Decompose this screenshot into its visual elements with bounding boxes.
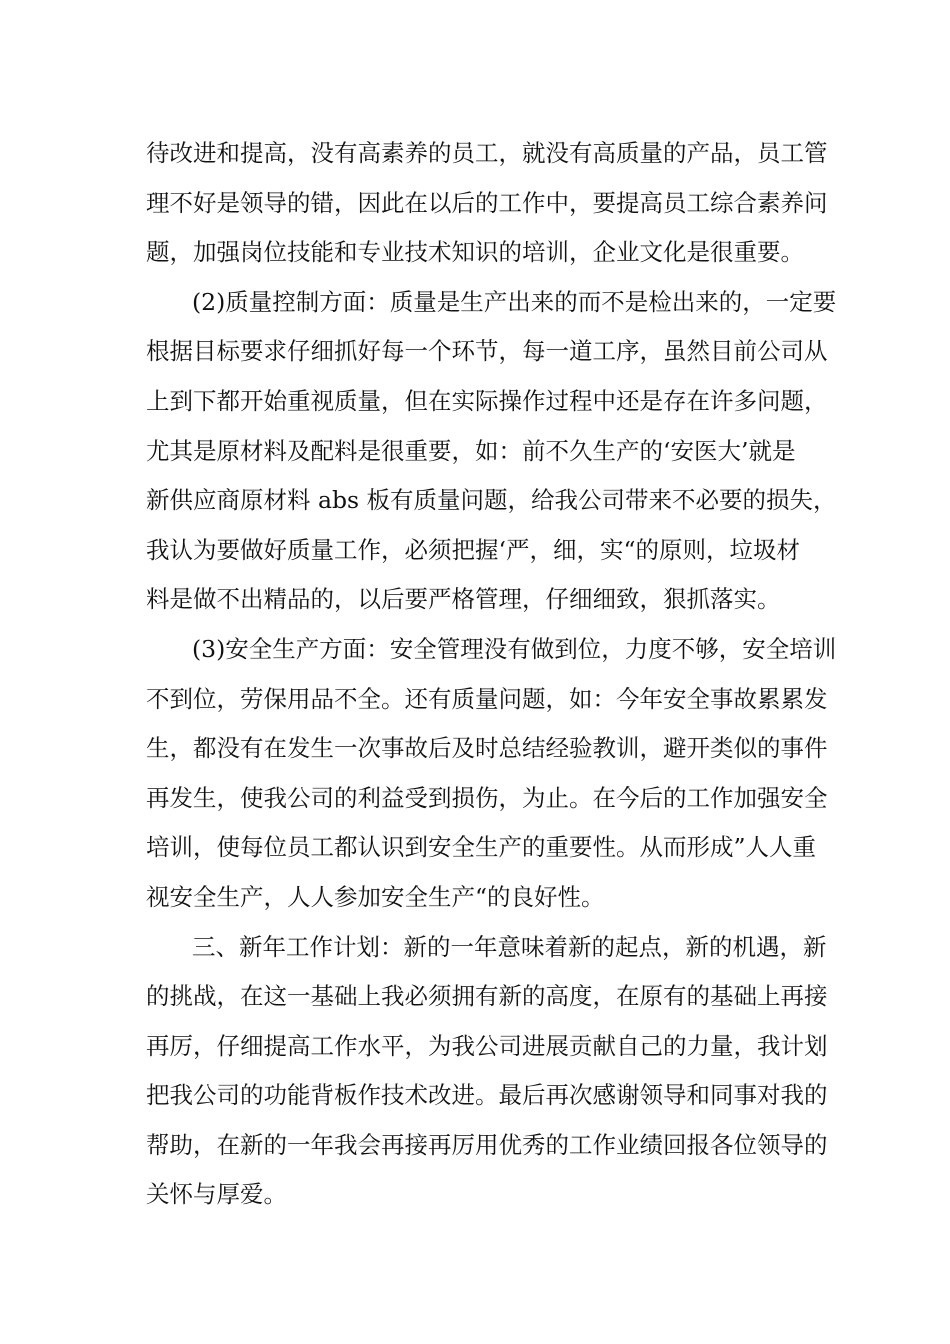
text-line: 题，加强岗位技能和专业技术知识的培训，企业文化是很重要。 (146, 238, 804, 267)
text-line: (2)质量控制方面：质量是生产出来的而不是检出来的，一定要 (192, 287, 837, 316)
document-body (146, 129, 837, 1220)
text-line: 上到下都开始重视质量，但在实际操作过程中还是存在许多问题， (146, 386, 828, 415)
text-line: 不到位，劳保用品不全。还有质量问题，如：今年安全事故累累发 (146, 684, 828, 713)
text-line: 我认为要做好质量工作，必须把握‘严，细，实“的原则，垃圾材 (146, 535, 800, 564)
text-line: (3)安全生产方面：安全管理没有做到位，力度不够，安全培训 (192, 634, 837, 663)
text-line: 尤其是原材料及配料是很重要，如：前不久生产的‘安医大’就是 (146, 436, 796, 465)
text-line: 理不好是领导的错，因此在以后的工作中，要提高员工综合素养问 (146, 188, 828, 217)
text-line: 料是做不出精品的，以后要严格管理，仔细细致，狠抓落实。 (146, 585, 781, 614)
text-line: 三、新年工作计划：新的一年意味着新的起点，新的机遇，新 (192, 932, 827, 961)
text-line: 再厉，仔细提高工作水平，为我公司进展贡献自己的力量，我计划 (146, 1031, 828, 1060)
text-line: 待改进和提高，没有高素养的员工，就没有高质量的产品，员工管 (146, 139, 828, 167)
text-line: 培训，使每位员工都认识到安全生产的重要性。从而形成”人人重 (146, 833, 817, 862)
text-line: 再发生，使我公司的利益受到损伤，为止。在今后的工作加强安全 (146, 783, 828, 812)
text-line: 新供应商原材料 abs 板有质量问题，给我公司带来不必要的损失， (146, 486, 837, 515)
text-line: 把我公司的功能背板作技术改进。最后再次感谢领导和同事对我的 (146, 1081, 828, 1110)
text-line: 帮助，在新的一年我会再接再厉用优秀的工作业绩回报各位领导的 (146, 1130, 828, 1159)
text-line: 关怀与厚爱。 (146, 1180, 287, 1209)
text-line: 根据目标要求仔细抓好每一个环节，每一道工序，虽然目前公司从 (146, 337, 828, 366)
text-line: 生，都没有在发生一次事故后及时总结经验教训，避开类似的事件 (146, 734, 828, 763)
text-line: 的挑战，在这一基础上我必须拥有新的高度，在原有的基础上再接 (146, 982, 828, 1011)
text-line: 视安全生产，人人参加安全生产“的良好性。 (146, 882, 605, 911)
